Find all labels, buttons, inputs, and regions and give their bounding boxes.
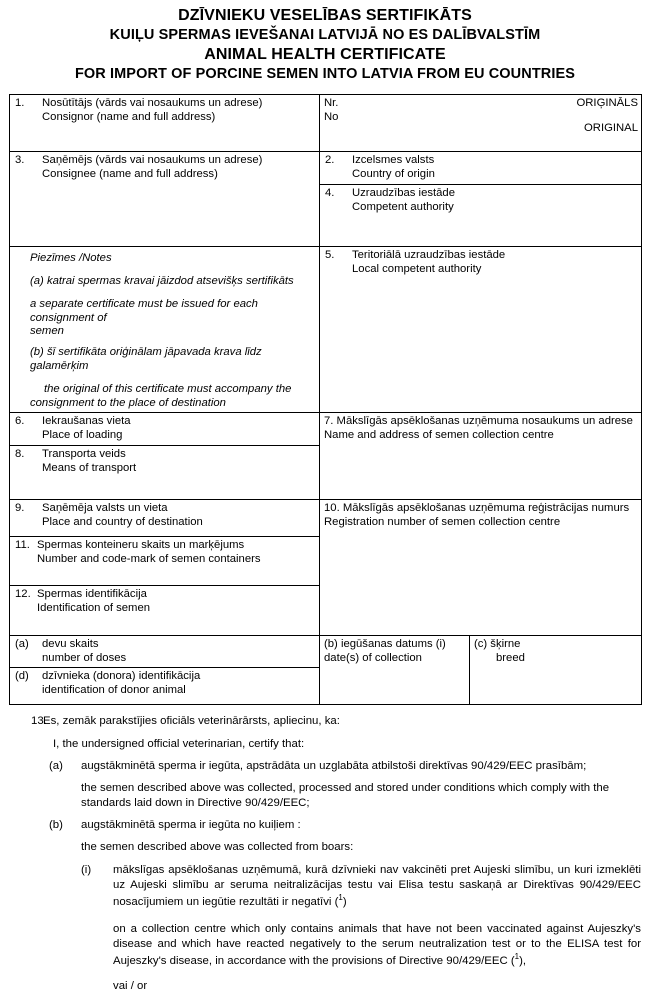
clause-13-text-lv: Es, zemāk parakstījies oficiāls veterinārārsts, apliecinu, ka:: [43, 715, 340, 728]
cell-label-lv: devu skaits: [42, 637, 99, 650]
cell-local-competent-authority[interactable]: [320, 247, 642, 413]
cell-label-lv: 7. Mākslīgās apsēklošanas uzņēmuma nosaukums un adrese: [324, 415, 633, 428]
notes-a-en-line2: semen: [30, 325, 64, 338]
clause-b: [9, 818, 641, 833]
clause-a-marker: (a): [49, 759, 63, 772]
table-row: [10, 413, 642, 446]
cell-dates-of-collection[interactable]: [320, 635, 470, 705]
cell-registration-number[interactable]: [320, 499, 642, 635]
cell-number: 8.: [15, 447, 25, 460]
cell-identification-of-semen[interactable]: [10, 585, 320, 635]
table-row: [10, 635, 642, 668]
cell-label-lv: dzīvnieka (donora) identifikācija: [42, 670, 201, 683]
cell-label-lv: Transporta veids: [42, 447, 126, 460]
cell-consignor[interactable]: [10, 95, 320, 152]
notes-b-en: [30, 383, 316, 411]
clause-b-i: [9, 863, 641, 910]
cell-label-en: breed: [496, 651, 525, 664]
notes-a-en: [30, 298, 316, 339]
certificate-table: [9, 94, 642, 705]
cell-number: (d): [15, 670, 29, 683]
clause-vai-or: vai / or: [113, 980, 148, 993]
document-title-block: [0, 0, 650, 83]
clause-b-i-lv-body: mākslīgas apsēklošanas uzņēmumā, kurā dzīvnieki nav vakcinēti pret Aujeski slimību, un kuri izmeklēti uz Aujeski slimību ar seruma neitralizācijas testu vai Elisa testu saskaņā ar Direktīvas 90/429/EEC nosacījumiem un iegūtie rezultāti ir negatīvi (: [113, 863, 641, 908]
cell-notes: [10, 247, 320, 413]
cell-label-en: Name and address of semen collection centre: [324, 429, 554, 442]
clause-b-i-en-body: on a collection centre which only contains animals that have not been vaccinated against Aujeszky's disease and which have reacted negatively to the serum neutralization test or to the ELISA test for Aujeszky's disease, in accordance with the provisions of Directive 90/429/EEC (: [113, 922, 641, 967]
cell-consignee[interactable]: [10, 152, 320, 247]
cell-place-of-loading[interactable]: [10, 413, 320, 446]
cell-label-en: Identification of semen: [37, 601, 151, 614]
footnote-ref-1-lv: 1: [338, 892, 343, 902]
cell-number: 12.: [15, 587, 31, 600]
cell-means-of-transport[interactable]: [10, 445, 320, 499]
cell-number: 1.: [15, 97, 25, 110]
cert-no-label-en: No: [324, 111, 339, 124]
cell-label-en: date(s) of collection: [324, 651, 422, 664]
notes-heading: Piezīmes /Notes: [30, 252, 112, 265]
clause-b-text-en: the semen described above was collected from boars:: [81, 841, 354, 854]
cell-label-lv: Saņēmējs (vārds vai nosaukums un adrese): [42, 154, 263, 167]
cell-label-lv: Izcelsmes valsts: [352, 154, 435, 167]
title-line-lv-sub: KUIĻU SPERMAS IEVEŠANAI LATVIJĀ NO ES DALĪBVALSTĪM: [109, 27, 541, 43]
cert-no-label-lv: Nr.: [324, 97, 339, 110]
cell-number: 6.: [15, 415, 25, 428]
cell-label-en: Means of transport: [42, 461, 137, 474]
cell-label-en: Consignee (name and full address): [42, 168, 218, 181]
title-line-lv-main: DZĪVNIEKU VESELĪBAS SERTIFIKĀTS: [178, 7, 472, 24]
cell-label-lv: 10. Mākslīgās apsēklošanas uzņēmuma reģistrācijas numurs: [324, 501, 630, 514]
clause-b-i-lv-tail: ): [342, 895, 347, 908]
title-line-en-sub: FOR IMPORT OF PORCINE SEMEN INTO LATVIA FROM EU COUNTRIES: [74, 66, 576, 83]
cell-label-lv: Saņēmēja valsts un vieta: [42, 501, 168, 514]
title-line-en-main: ANIMAL HEALTH CERTIFICATE: [204, 46, 446, 64]
notes-b-en-destination: destination: [171, 396, 226, 409]
cell-place-country-destination[interactable]: [10, 499, 320, 536]
cell-label-en: Country of origin: [352, 168, 435, 181]
table-row: [10, 499, 642, 536]
cell-label-lv: (c) šķirne: [474, 637, 521, 650]
table-row: [10, 247, 642, 413]
original-label-en: ORIGINAL: [584, 122, 639, 135]
cell-label-en: Place of loading: [42, 429, 123, 442]
cell-number-of-doses[interactable]: [10, 635, 320, 668]
footnote-ref-1-en: 1: [514, 952, 520, 962]
cell-semen-containers[interactable]: [10, 536, 320, 585]
notes-b-en-line2: consignment to the place of: [30, 396, 172, 409]
table-row: [10, 95, 642, 152]
cell-number: 3.: [15, 154, 25, 167]
cell-number: 2.: [325, 154, 335, 167]
cell-number: (a): [15, 637, 29, 650]
cell-label-en: Registration number of semen collection centre: [324, 515, 561, 528]
clause-13-text-en: I, the undersigned official veterinarian, certify that:: [53, 737, 305, 750]
clause-13-marker: 13.: [31, 715, 47, 728]
cell-label-lv: Iekraušanas vieta: [42, 415, 131, 428]
notes-a-lv: (a) katrai spermas kravai jāizdod atsevišķs sertifikāts: [30, 275, 294, 288]
clause-b-marker: (b): [49, 819, 63, 832]
clause-b-i-marker: (i): [81, 863, 92, 876]
cell-label-en: Local competent authority: [352, 263, 482, 276]
cell-label-lv: Uzraudzības iestāde: [352, 187, 455, 200]
clause-b-i-text-en: [113, 922, 641, 969]
clause-b-i-en-tail: ),: [519, 954, 527, 967]
cell-number: 11.: [15, 538, 30, 551]
clauses-section: [9, 714, 641, 994]
clause-a-text-en: the semen described above was collected, processed and stored under conditions which comply with the standards laid down in Directive 90/429/EEC;: [81, 781, 610, 810]
clause-b-i-text-lv: [113, 863, 641, 910]
cell-label-lv: Spermas konteineru skaits un marķējums: [37, 538, 245, 551]
cell-label-en: identification of donor animal: [42, 684, 186, 697]
cell-label-en: Competent authority: [352, 201, 454, 214]
cell-competent-authority[interactable]: [320, 185, 642, 247]
clause-a: [9, 759, 641, 774]
cell-label-en: Place and country of destination: [42, 515, 203, 528]
clause-a-text-lv: augstākminētā sperma ir iegūta, apstrādāta un uzglabāta atbilstoši direktīvas 90/429/EEC prasībām;: [81, 759, 587, 772]
clause-13: [9, 714, 641, 729]
table-row: [10, 152, 642, 185]
notes-a-en-line1: a separate certificate must be issued for each consignment of: [30, 297, 258, 324]
notes-b-en-line1: the original of this certificate must accompany the: [44, 382, 292, 395]
original-label-lv: ORIĢINĀLS: [576, 97, 639, 110]
cell-label-en: Consignor (name and full address): [42, 111, 216, 124]
cell-number: 5.: [325, 249, 335, 262]
notes-b-lv: (b) šī sertifikāta oriģinālam jāpavada krava līdz galamērķim: [30, 346, 262, 372]
cell-label-en: number of doses: [42, 651, 127, 664]
cell-label-lv: Nosūtītājs (vārds vai nosaukums un adrese): [42, 97, 263, 110]
cell-country-of-origin[interactable]: [320, 152, 642, 185]
cell-certificate-number[interactable]: [320, 95, 642, 152]
cell-label-lv: Spermas identifikācija: [37, 587, 147, 600]
cell-label-lv: (b) iegūšanas datums (i): [324, 637, 446, 650]
cell-number: 9.: [15, 501, 25, 514]
cell-label-lv: Teritoriālā uzraudzības iestāde: [352, 249, 506, 262]
cell-number: 4.: [325, 187, 335, 200]
cell-label-en: Number and code-mark of semen containers: [37, 552, 261, 565]
cell-donor-identification[interactable]: [10, 668, 320, 705]
clause-b-text-lv: augstākminētā sperma ir iegūta no kuiļiem :: [81, 819, 301, 832]
cell-breed[interactable]: [470, 635, 642, 705]
cell-semen-collection-centre[interactable]: [320, 413, 642, 500]
